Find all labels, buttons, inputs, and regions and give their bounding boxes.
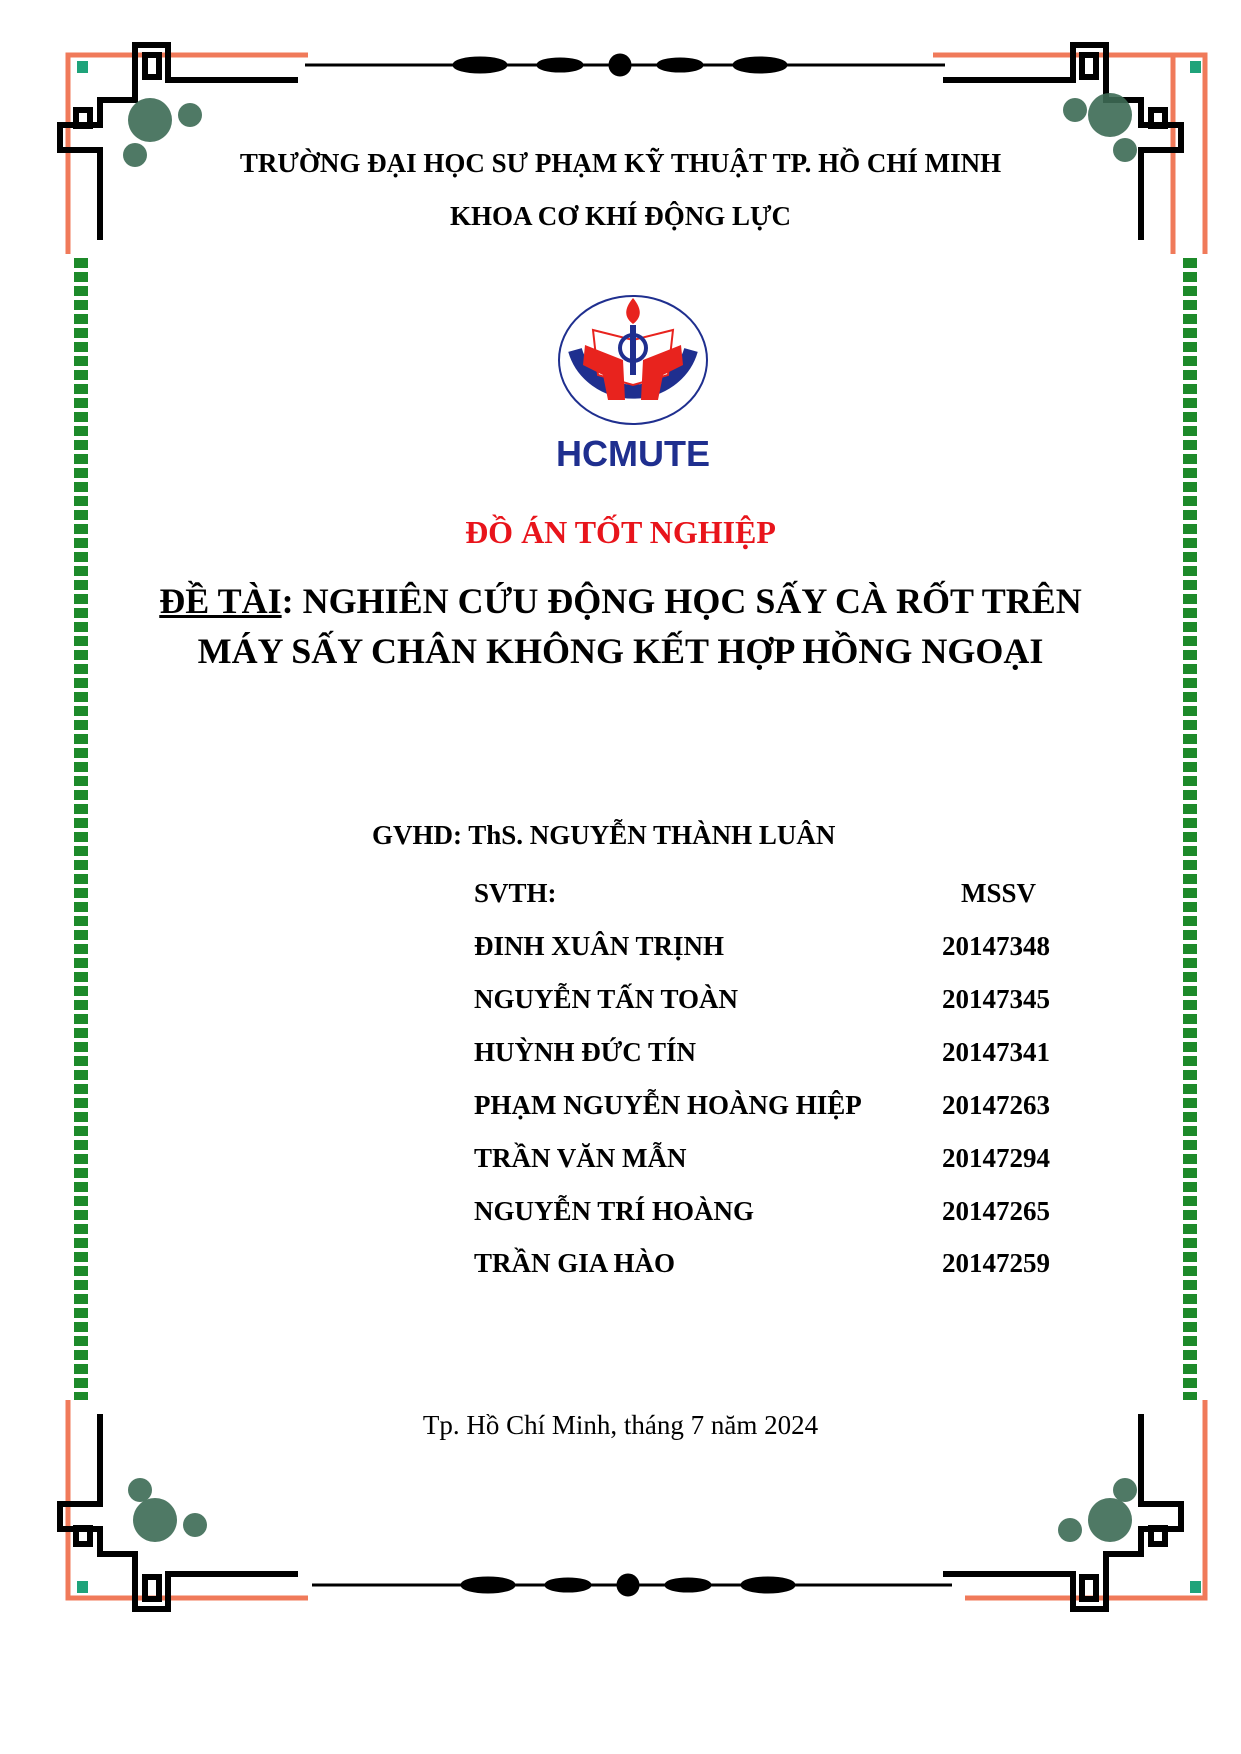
student-row	[474, 984, 1074, 1015]
student-id: 20147341	[942, 1037, 1050, 1067]
faculty-name: KHOA CƠ KHÍ ĐỘNG LỰC	[449, 201, 792, 231]
student-name: ĐINH XUÂN TRỊNH	[474, 931, 725, 961]
university-name: TRƯỜNG ĐẠI HỌC SƯ PHẠM KỸ THUẬT TP. HỒ CHÍ MINH	[239, 148, 1002, 178]
student-row	[474, 931, 1074, 962]
student-name: NGUYỄN TẤN TOÀN	[474, 984, 739, 1014]
student-id: 20147263	[942, 1090, 1050, 1120]
student-row	[474, 1143, 1074, 1174]
university-logo	[553, 290, 713, 474]
topic-title: ĐỀ TÀI: NGHIÊN CỨU ĐỘNG HỌC SẤY CÀ RỐT TRÊN MÁY SẤY CHÂN KHÔNG KẾT HỢP HỒNG NGOẠI	[0, 576, 1241, 676]
date-line: Tp. Hồ Chí Minh, tháng 7 năm 2024	[422, 1410, 819, 1440]
topic-line-2: MÁY SẤY CHÂN KHÔNG KẾT HỢP HỒNG NGOẠI	[197, 631, 1044, 671]
students-header	[474, 878, 1074, 909]
student-row	[474, 1248, 1074, 1279]
student-name: HUỲNH ĐỨC TÍN	[474, 1037, 697, 1067]
student-name: PHẠM NGUYỄN HOÀNG HIỆP	[474, 1090, 862, 1120]
student-id-label: MSSV	[961, 878, 1037, 908]
student-name: NGUYỄN TRÍ HOÀNG	[474, 1196, 755, 1226]
student-name: TRẦN VĂN MẪN	[474, 1143, 687, 1173]
logo-text: HCMUTE	[556, 433, 710, 474]
logo-emblem-icon	[553, 290, 713, 430]
topic-label: ĐỀ TÀI	[159, 581, 282, 621]
students-label: SVTH:	[474, 878, 557, 908]
student-id: 20147259	[942, 1248, 1050, 1278]
topic-line-1: NGHIÊN CỨU ĐỘNG HỌC SẤY CÀ RỐT TRÊN	[302, 581, 1082, 621]
student-id: 20147345	[942, 984, 1050, 1014]
advisor: GVHD: ThS. NGUYỄN THÀNH LUÂN	[372, 820, 836, 850]
student-id: 20147294	[942, 1143, 1050, 1173]
student-row	[474, 1196, 1074, 1227]
student-row	[474, 1037, 1074, 1068]
document-type: ĐỒ ÁN TỐT NGHIỆP	[465, 514, 776, 550]
student-id: 20147348	[942, 931, 1050, 961]
student-id: 20147265	[942, 1196, 1050, 1226]
student-name: TRẦN GIA HÀO	[474, 1248, 676, 1278]
student-row	[474, 1090, 1074, 1121]
